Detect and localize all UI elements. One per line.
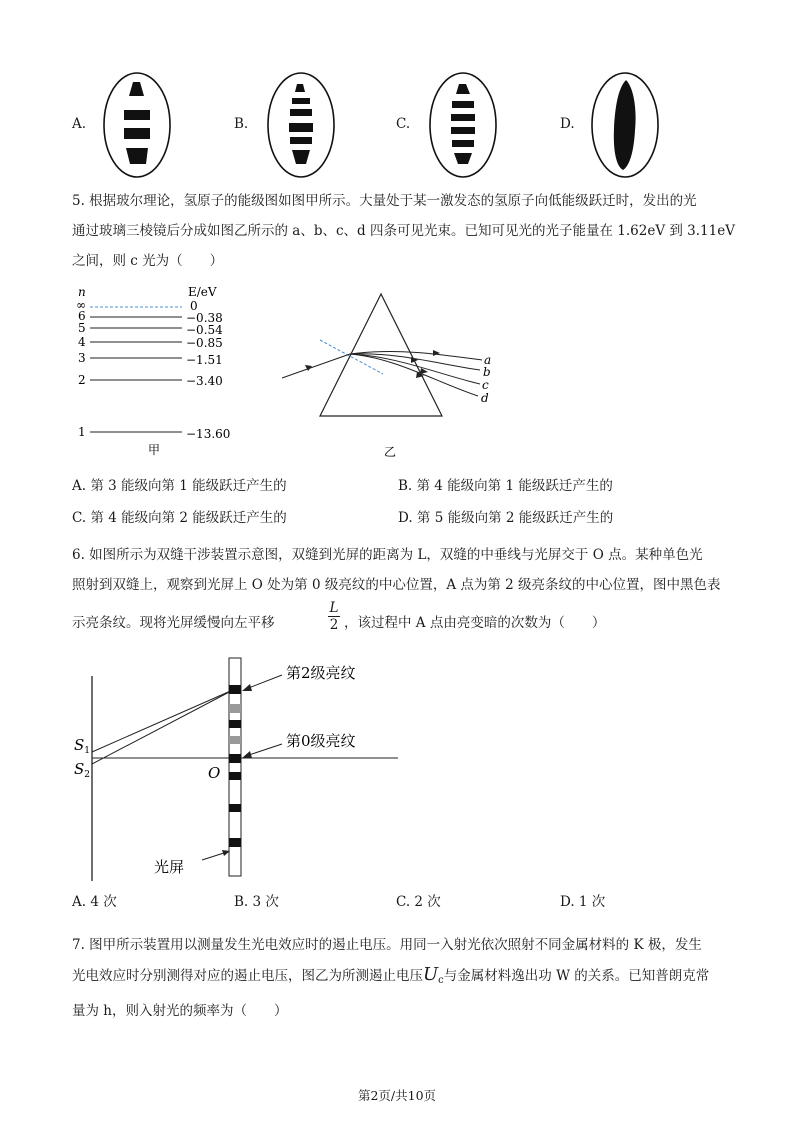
q4-option-b-label: B. [234,116,249,132]
diagram-yi-caption: 乙 [384,445,397,459]
normal-line [320,340,383,374]
level-n-6: 6 [78,309,86,323]
q7-line-2a: 光电效应时分别测得对应的遏止电压，图乙为所测遏止电压 [72,968,423,984]
q6-line-3a: 示亮条纹。现将光屏缓慢向左平移 [72,615,275,631]
q7-uc: U [423,964,439,985]
q4-option-d-label: D. [560,116,575,132]
fringe-dark-1 [229,704,241,713]
level-n-2: 2 [78,373,86,387]
q6-line-2: 照射到双缝上，观察到光屏上 O 处为第 0 级亮纹的中心位置，A 点为第 2 级亮条纹的中心位置，图中黑色表 [72,577,721,593]
q4-option-c-label: C. [396,116,411,132]
q6-question [72,540,724,640]
label-s2: $S_2$ [74,760,91,780]
beam-b-label: b [483,365,491,379]
q7-line-2b: 与金属材料逸出功 W 的关系。已知普朗克常 [443,968,710,984]
q6-option-b: B. 3 次 [234,894,279,910]
prism-diagram [278,286,508,461]
level-e-6: −0.38 [186,311,223,325]
level-n-1: 1 [78,425,86,439]
beam-c-label: c [482,378,489,392]
q5-option-d: D. 第 5 能级向第 2 能级跃迁产生的 [398,510,614,526]
beam-d-label: d [481,391,489,405]
pointer-2nd [246,675,282,689]
q6-option-c: C. 2 次 [396,894,441,910]
level-n-4: 4 [78,335,86,349]
level-n-inf: ∞ [76,298,86,312]
q5-option-a: A. 第 3 能级向第 1 能级跃迁产生的 [72,478,287,494]
pointer-0th-arrow [242,751,252,758]
q7-line-1: 7. 图甲所示装置用以测量发生光电效应时的遏止电压。用同一入射光依次照射不同金属材料的 K 极，发生 [72,937,702,953]
q5-line-2: 通过玻璃三棱镜后分成如图乙所示的 a、b、c、d 四条可见光束。已知可见光的光子能量在 1.62eV 到 3.11eV [72,223,735,239]
label-s1: $S_1$ [74,736,91,756]
level-n-3: 3 [78,351,86,365]
pointer-2nd-arrow [242,684,252,691]
axis-n-label: n [78,285,86,299]
fraction-numerator: L [329,600,339,616]
label-screen: 光屏 [154,858,185,876]
incident-ray [282,354,350,378]
q5-option-c: C. 第 4 能级向第 2 能级跃迁产生的 [72,510,287,526]
label-0th-fringe: 第0级亮纹 [286,732,356,750]
fringe-1st-top [229,720,241,728]
level-e-inf: 0 [190,299,198,313]
fringe-1st-bottom [229,772,241,780]
level-e-4: −0.85 [186,336,223,350]
q6-fraction [328,600,340,633]
fringe-dark-2 [229,736,241,744]
fringe-2nd-bottom [229,804,241,812]
double-slit-diagram [72,656,412,886]
q5-question [72,186,735,276]
q5-option-b: B. 第 4 能级向第 1 能级跃迁产生的 [398,478,613,494]
q4-option-c-pattern [428,70,498,180]
ray-from-s2 [92,689,235,764]
pointer-0th [246,744,282,756]
fraction-denominator: 2 [329,617,339,633]
label-o: O [208,764,221,782]
q6-line-3b: ，该过程中 A 点由亮变暗的次数为（ ） [344,615,606,631]
fringe-2nd-top [229,685,241,694]
level-e-3: −1.51 [186,353,223,367]
q7-line-3: 量为 h，则入射光的频率为（ ） [72,1003,288,1019]
q4-option-a-pattern [102,70,172,180]
q4-option-d-pattern [590,70,660,180]
diagram-jia-caption: 甲 [148,443,161,457]
q4-option-a-label: A. [72,116,87,132]
q6-option-a: A. 4 次 [72,894,117,910]
q5-line-3: 之间，则 c 光为（ ） [72,253,224,269]
level-e-2: −3.40 [186,374,223,388]
label-2nd-fringe: 第2级亮纹 [286,664,356,682]
beam-a-label: a [484,353,492,367]
q7-uc-sub: c [438,975,444,986]
q6-option-d: D. 1 次 [560,894,606,910]
ray-from-s1 [92,689,235,752]
q5-line-1: 5. 根据玻尔理论，氢原子的能级图如图甲所示。大量处于某一激发态的氢原子向低能级跃迁时，发出的光 [72,193,697,209]
q4-option-b-pattern [266,70,336,180]
beam-a-arrow [433,350,440,356]
axis-e-label: E/eV [188,285,217,299]
q6-line-1: 6. 如图所示为双缝干涉装置示意图，双缝到光屏的距离为 L，双缝的中垂线与光屏交于 O 点。某种单色光 [72,547,703,563]
level-n-5: 5 [78,321,86,335]
energy-level-diagram [72,282,262,462]
q7-question [72,930,724,1026]
fringe-3rd-bottom [229,838,241,847]
page-footer: 第2页/共10页 [357,1088,437,1103]
level-e-1: −13.60 [186,427,231,441]
level-e-5: −0.54 [186,323,223,337]
fringe-0th [229,754,241,763]
